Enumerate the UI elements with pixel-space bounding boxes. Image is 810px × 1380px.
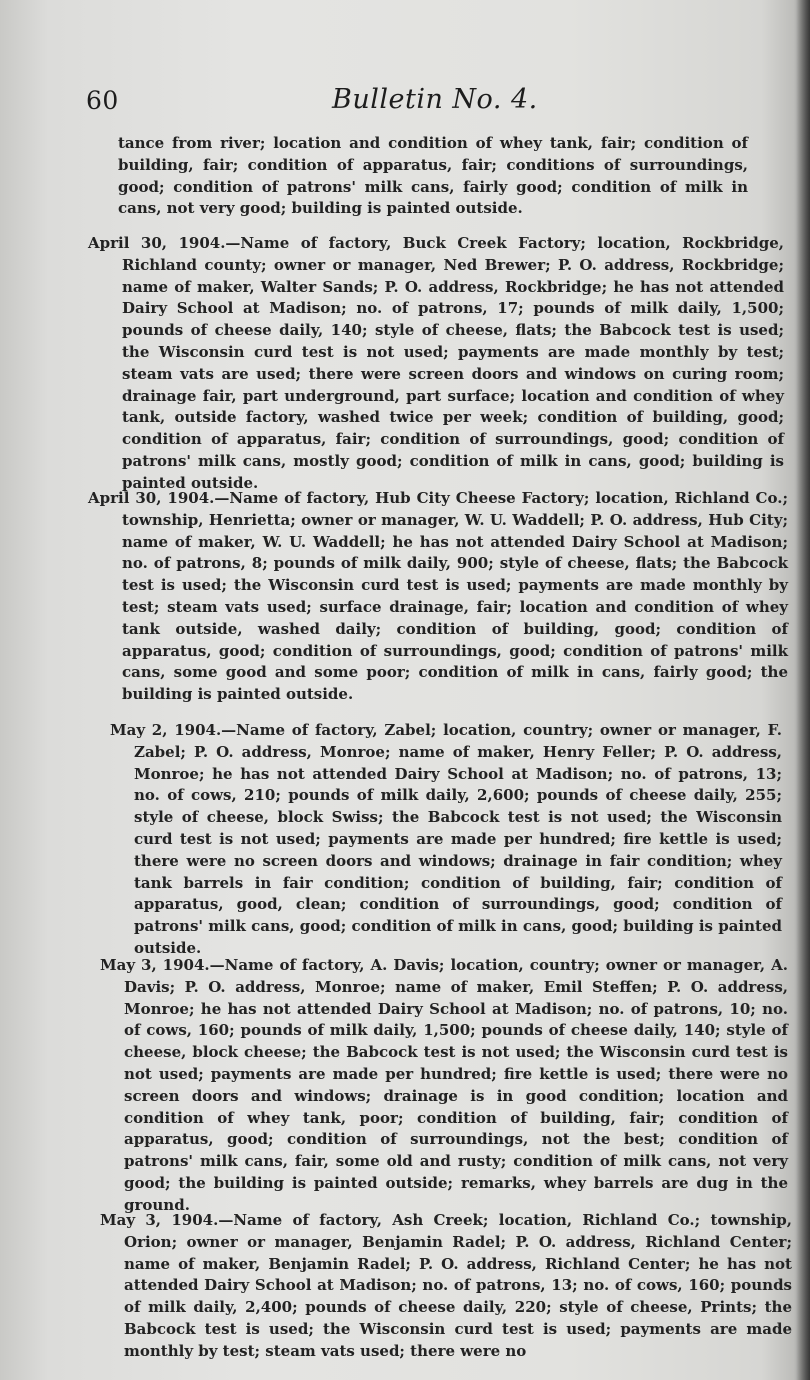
page-number: 60 (86, 86, 119, 115)
running-head-title: Bulletin No. 4. (332, 84, 538, 115)
paragraph-buck-creek-factory: April 30, 1904.—Name of factory, Buck Creek Factory; location, Rockbridge, Richland county; owner or manager, Ned Brewer; P. O. address, Rockbridge; name of maker, Walter Sands; P. O. address, Rockbridge; he has not attended Dairy School at Madison; no. of patrons, 17; pounds of milk daily, 1,500; pounds of cheese daily, 140; style of cheese, flats; the Babcock test is used; the Wisconsin curd test is not used; payments are made monthly by test; steam vats are used; there were screen doors and windows on curing room; drainage fair, part underground, part surface; location and condition of whey tank, outside factory, washed twice per week; condition of building, good; condition of apparatus, fair; condition of surroundings, good; condition of patrons' milk cans, mostly good; condition of milk in cans, good; building is painted outside. (88, 234, 784, 492)
page-edge-shadow (796, 0, 810, 1380)
paragraph-hub-city-cheese-factory: April 30, 1904.—Name of factory, Hub City Cheese Factory; location, Richland Co.; township, Henrietta; owner or manager, W. U. Waddell; P. O. address, Hub City; name of maker, W. U. Waddell; he has not attended Dairy School at Madison; no. of patrons, 8; pounds of milk daily, 900; style of cheese, flats; the Babcock test is used; the Wisconsin curd test is used; payments are made monthly by test; steam vats used; surface drainage, fair; location and condition of whey tank outside, washed daily; condition of building, good; condition of apparatus, good; condition of surroundings, good; condition of patrons' milk cans, some good and some poor; condition of milk in cans, fairly good; the building is painted outside. (88, 489, 788, 704)
paragraph-a-davis-factory: May 3, 1904.—Name of factory, A. Davis; location, country; owner or manager, A. Davis; P. O. address, Monroe; name of maker, Emil Steffen; P. O. address, Monroe; he has not attended Dairy School at Madison; no. of patrons, 10; no. of cows, 160; pounds of milk daily, 1,500; pounds of cheese daily, 140; style of cheese, block cheese; the Babcock test is not used; the Wisconsin curd test is not used; payments are made per hundred; fire kettle is used; there were no screen doors and windows; drainage is in good condition; location and condition of whey tank, poor; condition of building, fair; condition of apparatus, good; condition of surroundings, not the best; condition of patrons' milk cans, fair, some old and rusty; condition of milk cans, not very good; the building is painted outside; remarks, whey barrels are dug in the ground. (100, 956, 788, 1214)
paragraph-continuation: tance from river; location and condition of whey tank, fair; condition of building, fair; condition of apparatus, fair; conditions of surroundings, good; condition of patrons' milk cans, fairly good; condition of milk in cans, not very good; building is painted outside. (118, 134, 748, 218)
paragraph-zabel-factory: May 2, 1904.—Name of factory, Zabel; location, country; owner or manager, F. Zabel; P. O. address, Monroe; name of maker, Henry Feller; P. O. address, Monroe; he has not attended Dairy School at Madison; no. of patrons, 13; no. of cows, 210; pounds of milk daily, 2,600; pounds of cheese daily, 255; style of cheese, block Swiss; the Babcock test is not used; the Wisconsin curd test is not used; payments are made per hundred; fire kettle is used; there were no screen doors and windows; drainage in fair condition; whey tank barrels in fair condition; condition of building, fair; condition of apparatus, good, clean; condition of surroundings, good; condition of patrons' milk cans, good; condition of milk in cans, good; building is painted outside. (110, 721, 782, 957)
paragraph-ash-creek-factory: May 3, 1904.—Name of factory, Ash Creek; location, Richland Co.; township, Orion; owner or manager, Benjamin Radel; P. O. address, Richland Center; name of maker, Benjamin Radel; P. O. address, Richland Center; he has not attended Dairy School at Madison; no. of patrons, 13; no. of cows, 160; pounds of milk daily, 2,400; pounds of cheese daily, 220; style of cheese, Prints; the Babcock test is used; the Wisconsin curd test is used; payments are made monthly by test; steam vats used; there were no (100, 1211, 792, 1360)
